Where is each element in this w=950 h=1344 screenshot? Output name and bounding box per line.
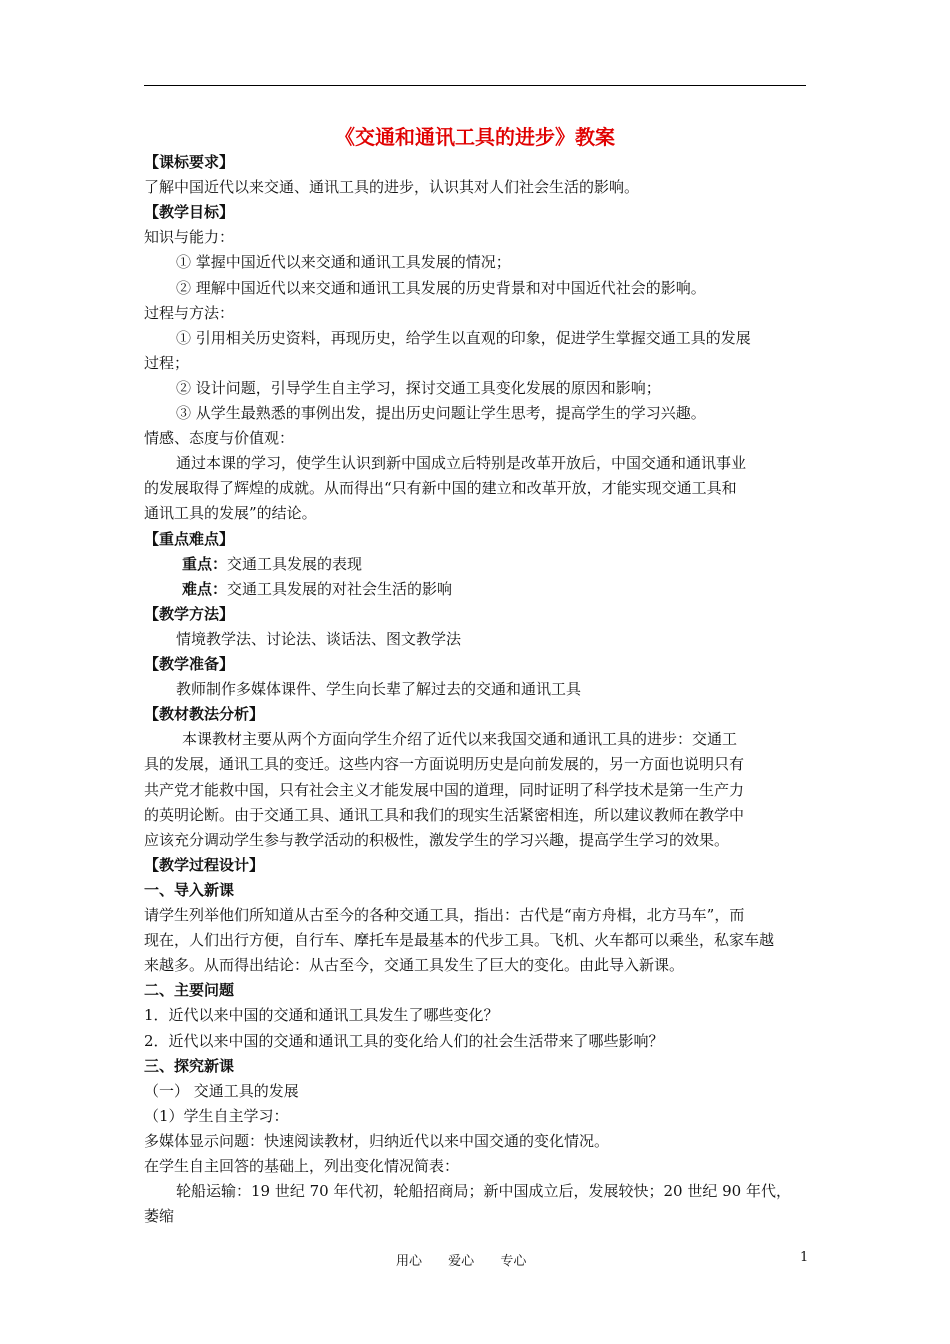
line-text: ③ 从学生最熟悉的事例出发，提出历史问题让学生思考，提高学生的学习兴趣。 [176,404,706,422]
line-text: 【教学方法】 [144,604,235,623]
body-line [144,303,234,323]
section-heading [144,202,234,222]
body-line [144,428,294,448]
section-heading [144,604,234,624]
body-line [144,930,774,950]
body-line [144,805,744,825]
body-line [176,453,746,473]
line-text: 三、探究新课 [144,1056,235,1075]
page-number: 1 [800,1250,809,1265]
inline-label: 难点： [182,579,228,598]
line-text: ② 理解中国近代以来交通和通讯工具发展的历史背景和对中国近代社会的影响。 [176,278,706,297]
line-text: （一） 交通工具的发展 [144,1081,299,1100]
header-rule [144,85,806,86]
body-line [144,1206,174,1226]
line-text: 共产党才能救中国，只有社会主义才能发展中国的道理，同时证明了科学技术是第一生产力 [144,780,745,799]
body-line [176,679,581,699]
line-text: 本课教材主要从两个方面向学生介绍了近代以来我国交通和通讯工具的进步：交通工 [182,730,738,749]
line-text: 的发展取得了辉煌的成就。从而得出“只有新中国的建立和改革开放，才能实现交通工具和 [144,479,737,498]
line-text: 【教材教法分析】 [144,705,265,724]
body-line [176,629,461,649]
body-line [176,328,751,348]
line-text: 【课标要求】 [144,153,235,171]
line-text: 通讯工具的发展”的结论。 [144,504,317,523]
body-line [144,780,744,800]
body-line [176,403,706,423]
line-text: 过程与方法： [144,303,235,322]
body-line [176,378,661,398]
line-text: 的英明论断。由于交通工具、通讯工具和我们的现实生活紧密相连，所以建议教师在教学中 [144,805,745,824]
footer-text: 用心 [396,1254,423,1269]
body-line [144,478,737,498]
line-text: 一、导入新课 [144,880,235,899]
line-text: 1．近代以来中国的交通和通讯工具发生了哪些变化？ [144,1006,499,1025]
body-line [144,503,317,523]
line-text: 教师制作多媒体课件、学生向长辈了解过去的交通和通讯工具 [176,680,582,699]
line-text: 交通工具发展的表现 [227,554,363,573]
section-heading [144,980,234,1000]
line-text: 应该充分调动学生参与教学活动的积极性，激发学生的学习兴趣，提高学生学习的效果。 [144,830,730,849]
body-line [182,554,362,574]
body-line [144,754,744,774]
line-text: 情境教学法、讨论法、谈话法、图文教学法 [176,629,462,648]
line-text: 多媒体显示问题：快速阅读教材，归纳近代以来中国交通的变化情况。 [144,1131,610,1150]
line-text: 【重点难点】 [144,529,235,548]
line-text: 通过本课的学习，使学生认识到新中国成立后特别是改革开放后，中国交通和通讯事业 [176,454,747,473]
section-heading [144,880,234,900]
footer-text: 专心 [500,1254,527,1269]
line-text: 知识与能力： [144,228,235,247]
line-text: 情感、态度与价值观： [144,429,295,448]
line-text: 过程； [144,353,190,372]
body-line [182,579,452,599]
line-text: 2．近代以来中国的交通和通讯工具的变化给人们的社会生活带来了哪些影响？ [144,1031,664,1050]
footer-text: 爱心 [448,1254,475,1269]
line-text: 萎缩 [144,1207,175,1226]
line-text: 交通工具发展的对社会生活的影响 [227,579,453,598]
body-line [144,1081,299,1101]
body-line [144,1156,459,1176]
line-text: 了解中国近代以来交通、通讯工具的进步，认识其对人们社会生活的影响。 [144,178,640,197]
body-line [182,729,737,749]
body-line [144,353,189,373]
line-text: 现在，人们出行方便，自行车、摩托车是最基本的代步工具。飞机、火车都可以乘坐，私家车越 [144,931,775,950]
line-text: 来越多。从而得出结论：从古至今，交通工具发生了巨大的变化。由此导入新课。 [144,956,685,975]
line-text: 二、主要问题 [144,981,235,1000]
body-line [176,252,511,272]
body-line [144,955,684,975]
body-line [144,1005,499,1025]
inline-label: 重点： [182,554,228,573]
line-text: 具的发展，通讯工具的变迁。这些内容一方面说明历史是向前发展的，另一方面也说明只有 [144,755,745,774]
line-text: （1）学生自主学习： [144,1106,289,1125]
section-heading [144,855,264,875]
section-heading [144,529,234,549]
body-line [144,830,729,850]
body-line [144,227,234,247]
line-text: ① 引用相关历史资料，再现历史，给学生以直观的印象，促进学生掌握交通工具的发展 [176,328,751,347]
line-text: 轮船运输：19 世纪 70 年代初，轮船招商局；新中国成立后，发展较快；20 世纪 90 年代， [176,1182,791,1201]
body-line [144,1131,609,1151]
line-text: ② 设计问题，引导学生自主学习，探讨交通工具变化发展的原因和影响； [176,378,661,397]
line-text: 请学生列举他们所知道从古至今的各种交通工具，指出：古代是“南方舟楫，北方马车”，而 [144,906,745,924]
body-line [176,1181,791,1201]
page-title: 《交通和通讯工具的进步》教案 [335,125,615,149]
section-heading [144,1056,234,1076]
section-heading [144,152,234,172]
line-text: 【教学目标】 [144,203,235,222]
body-line [144,177,639,197]
line-text: 【教学过程设计】 [144,855,265,874]
page-footer [396,1250,548,1269]
body-line [144,905,744,925]
section-heading [144,704,264,724]
line-text: ① 掌握中国近代以来交通和通讯工具发展的情况； [176,253,511,272]
section-heading [144,654,234,674]
line-text: 【教学准备】 [144,655,235,673]
body-line [144,1106,289,1126]
body-line [176,278,706,298]
line-text: 在学生自主回答的基础上，列出变化情况简表： [144,1157,460,1175]
body-line [144,1031,664,1051]
